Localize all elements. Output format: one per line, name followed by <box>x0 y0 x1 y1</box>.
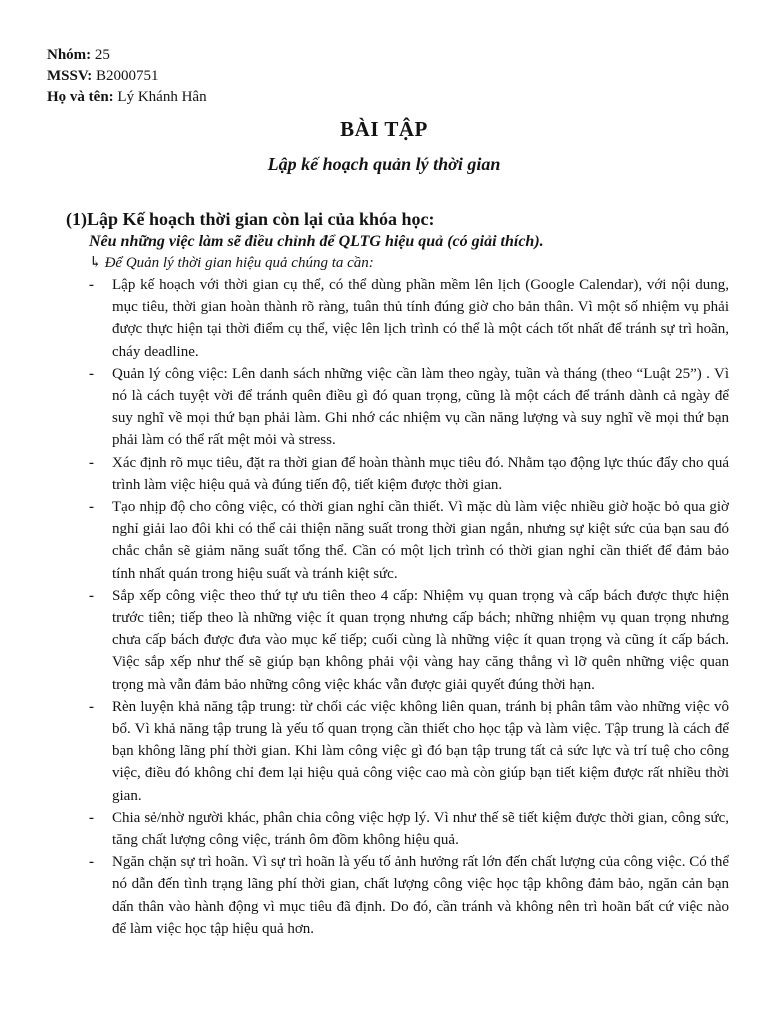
list-item-text: Lập kế hoạch với thời gian cụ thể, có thể dùng phần mềm lên lịch (Google Calendar), với nội dung, mục tiêu, thời gian hoàn thành rõ ràng, tuân thủ tính đúng giờ cho bản thân. Vì một số nhiệm vụ phải được thực hiện tại thời điểm cụ thể, việc lên lịch trình có thể là một cách tốt nhất để tránh sự trì hoãn, cháy deadline. <box>112 277 729 360</box>
dash-bullet-icon: - <box>89 277 94 293</box>
student-name-value: Lý Khánh Hân <box>117 89 207 105</box>
dash-bullet-icon: - <box>89 365 94 382</box>
list-item-text: Chia sẻ/nhờ người khác, phân chia công việc hợp lý. Vì như thế sẽ tiết kiệm được thời gian, công sức, tăng chất lượng công việc, tránh ôm đồm không hiệu quả. <box>112 809 729 849</box>
dash-bullet-icon: - <box>89 499 94 516</box>
document-title: BÀI TẬP <box>340 117 428 141</box>
list-item <box>89 696 729 807</box>
list-item-text: Quản lý công việc: Lên danh sách những việc cần làm theo ngày, tuần và tháng (theo “Luật 25”) . Vì nó là cách tuyệt vời để tránh quên điều gì đó quan trọng, cũng là một cách để tránh dành cả ngày để suy nghĩ về mọi thứ bạn phải làm. Ghi nhớ các nhiệm vụ cần năng lượng và suy nghĩ về mọi thứ bạn phải làm có thể rất mệt mỏi và stress. <box>112 365 729 449</box>
list-item <box>89 363 729 452</box>
dash-bullet-icon: - <box>89 809 94 826</box>
student-name-line <box>47 87 207 108</box>
group-line <box>47 45 207 66</box>
student-id-line <box>47 66 207 87</box>
intro-line <box>89 253 374 272</box>
list-item-text: Xác định rõ mục tiêu, đặt ra thời gian để hoàn thành mục tiêu đó. Nhằm tạo động lực thúc đẩy cho quá trình làm việc hiệu quả và đúng tiến độ, tiết kiệm được thời gian. <box>112 454 729 493</box>
dash-bullet-icon: - <box>89 698 94 715</box>
group-label: Nhóm: <box>47 47 92 63</box>
section-subheading: Nêu những việc làm sẽ điều chỉnh để QLTG hiệu quả (có giải thích). <box>89 233 544 250</box>
list-item <box>89 851 729 940</box>
list-item <box>89 807 729 851</box>
list-item <box>89 585 729 696</box>
dash-bullet-icon: - <box>89 587 94 604</box>
student-id-value: B2000751 <box>96 68 159 84</box>
student-name-label: Họ và tên: <box>47 89 114 105</box>
document-subtitle: Lập kế hoạch quản lý thời gian <box>267 154 501 174</box>
list-item <box>89 496 729 585</box>
student-id-label: MSSV: <box>47 68 93 84</box>
list-item-text: Sắp xếp công việc theo thứ tự ưu tiên theo 4 cấp: Nhiệm vụ quan trọng và cấp bách được thực hiện trước tiên; tiếp theo là những việc ít quan trọng nhưng cấp bách; những nhiệm vụ quan trọng nhưng chưa cấp bách được đưa vào mục kế tiếp; cuối cùng là những việc ít quan trọng và cũng ít cấp bách. Việc sắp xếp như thế sẽ giúp bạn không phải vội vàng hay căng thẳng vì lỡ quên những việc quan trọng mà vẫn đảm bảo những công việc khác vẫn được giải quyết đúng thời hạn. <box>112 587 729 693</box>
bullet-list <box>89 274 729 940</box>
group-value: 25 <box>94 47 110 63</box>
section-heading: (1)Lập Kế hoạch thời gian còn lại của khóa học: <box>66 209 435 229</box>
dash-bullet-icon: - <box>89 854 94 871</box>
dash-bullet-icon: - <box>89 454 94 471</box>
list-item <box>89 274 729 363</box>
list-item <box>89 452 729 496</box>
arrow-icon: ↳ <box>89 255 102 271</box>
list-item-text: Tạo nhịp độ cho công việc, có thời gian nghỉ cần thiết. Vì mặc dù làm việc nhiều giờ hoặc bỏ qua giờ nghỉ giải lao đôi khi có thể cải thiện năng suất trong thời gian ngắn, nhưng sự kiệt sức của bạn sau đó chắc chắn sẽ giảm năng suất tổng thể. Cần có một lịch trình có thời gian nghỉ cần thiết để đảm bảo tính nhất quán trong hiệu suất và tránh kiệt sức. <box>112 499 729 582</box>
list-item-text: Ngăn chặn sự trì hoãn. Vì sự trì hoãn là yếu tố ảnh hưởng rất lớn đến chất lượng của công việc. Có thể nó dẫn đến tình trạng lãng phí thời gian, chất lượng công việc học tập không đảm bảo, ngăn cản bạn dấn thân vào hành động vì mục tiêu đã định. Do đó, cần tránh và không nên trì hoãn bất cứ việc nào để làm việc học tập hiệu quả hơn. <box>112 854 729 937</box>
student-info <box>47 45 207 108</box>
intro-text: Để Quản lý thời gian hiệu quả chúng ta cần: <box>104 255 374 271</box>
list-item-text: Rèn luyện khả năng tập trung: từ chối các việc không liên quan, tránh bị phân tâm vào những việc vô bổ. Vì khả năng tập trung là yếu tố quan trọng cần thiết cho học tập và làm việc. Tập trung là cách để bạn không lãng phí thời gian. Khi làm công việc gì đó bạn tập trung tất cả sức lực và trí tuệ cho công việc, điều đó không chỉ đem lại hiệu quả công việc cao mà còn giúp bạn tiết kiệm được rất nhiều thời gian. <box>112 698 729 804</box>
